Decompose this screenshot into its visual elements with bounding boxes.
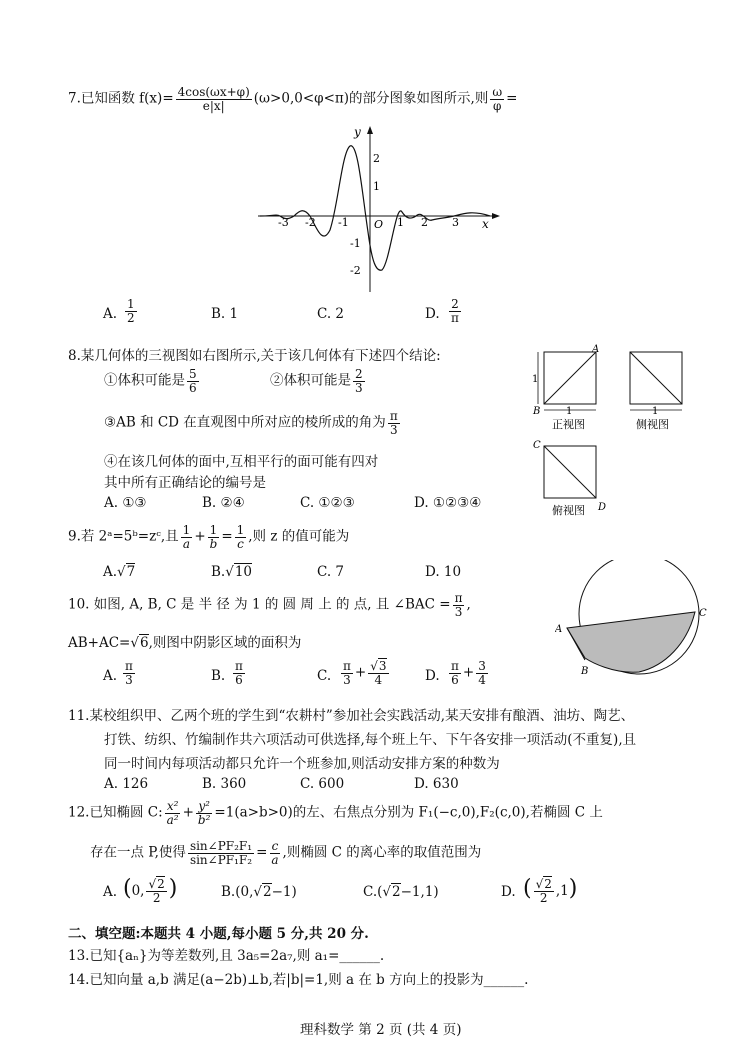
q11-line2: 打铁、纺织、竹编制作共六项活动可供选择,每个班上午、下午各安排一项活动(不重复),且 <box>104 732 637 748</box>
q8-s5: 其中所有正确结论的编号是 <box>104 475 266 491</box>
svg-text:O: O <box>374 218 384 231</box>
q11-line3: 同一时间内每项活动都只允许一个班参加,则活动安排方案的种数为 <box>104 756 500 772</box>
q12-line2: 存在一点 P,使得 $\frac{\text{sin∠PF₂F₁}}{\text{sin∠PF₁F₂}}$ = $\frac{c}{a}$ ,则椭圆 C 的离心率的取值范围为 <box>90 839 482 867</box>
svg-text:1: 1 <box>532 374 539 385</box>
svg-text:-2: -2 <box>350 264 361 277</box>
page-footer: 理科数学 第 2 页 (共 4 页) <box>300 1022 462 1038</box>
q8-three-views <box>528 342 728 522</box>
svg-text:x: x <box>482 217 489 231</box>
svg-text:y: y <box>354 125 361 139</box>
svg-text:B: B <box>533 406 541 417</box>
q13: 13.已知{aₙ}为等差数列,且 3a₅=2a₇,则 a₁=______. <box>68 948 385 964</box>
q11-line1: 11.某校组织甲、乙两个班的学生到“农耕村”参加社会实践活动,某天安排有酿酒、油坊、陶艺、 <box>68 708 635 724</box>
svg-text:B: B <box>581 666 589 677</box>
svg-text:1: 1 <box>397 216 404 229</box>
q8-stem: 8.某几何体的三视图如右图所示,关于该几何体有下述四个结论: <box>68 348 441 364</box>
svg-text:正视图: 正视图 <box>552 418 585 431</box>
q10-line2: AB+AC=√6,则图中阴影区域的面积为 <box>68 635 302 651</box>
svg-text:C: C <box>533 440 541 451</box>
svg-text:-3: -3 <box>278 216 289 229</box>
q14: 14.已知向量 a,b 满足(a−2b)⊥b,若|b|=1,则 a 在 b 方向上的投影为______. <box>68 972 529 988</box>
svg-text:-2: -2 <box>305 216 316 229</box>
q8-s3: ③AB 和 CD 在直观图中所对应的棱所成的角为 $\frac{\pi}{3}$ <box>104 409 398 437</box>
q8-s2: ②体积可能是 $\frac{2}{3}$ <box>270 367 363 395</box>
q10-circle-figure <box>555 560 715 680</box>
svg-text:3: 3 <box>452 216 459 229</box>
q9-stem: 9.若 2ᵃ=5ᵇ=zᶜ,且 $\frac{1}{a}$ + $\frac{1}{b}$ = $\frac{1}{c}$ ,则 z 的值可能为 <box>68 523 350 551</box>
svg-text:D: D <box>598 502 607 513</box>
q8-s1: ①体积可能是 $\frac{5}{6}$ <box>104 367 197 395</box>
svg-text:1: 1 <box>566 406 573 417</box>
svg-text:1: 1 <box>652 406 659 417</box>
svg-text:-1: -1 <box>350 237 361 250</box>
q12-line1: 12.已知椭圆 C: $\frac{\text{x²}}{\text{a²}}$ + $\frac{\text{y²}}{\text{b²}}$ =1(a>b>0)的左、右焦点分别为 F₁(−c,0),F₂(c,0),若椭圆 C 上 <box>68 799 603 827</box>
svg-text:侧视图: 侧视图 <box>636 418 669 431</box>
q7-graph <box>250 122 510 297</box>
svg-text:A: A <box>592 344 600 355</box>
svg-text:2: 2 <box>373 152 380 165</box>
svg-text:A: A <box>555 624 563 635</box>
section-2-heading: 二、填空题:本题共 4 小题,每小题 5 分,共 20 分. <box>68 926 369 942</box>
q10-line1: 10. 如图, A, B, C 是 半 径 为 1 的 圆 周 上 的 点, 且 ∠BAC = $\frac{\pi}{3}$ , <box>68 591 471 619</box>
svg-text:2: 2 <box>421 216 428 229</box>
q7-stem: 7.已知函数 f(x)= $\frac{4\cos(\omega x+\varphi)}{e|x|}$ (ω>0,0<φ<π)的部分图象如图所示,则 $\frac{\omega}{\varphi}$ = <box>68 85 518 113</box>
svg-text:C: C <box>699 608 707 619</box>
svg-text:俯视图: 俯视图 <box>552 504 585 517</box>
svg-text:-1: -1 <box>338 216 349 229</box>
svg-text:1: 1 <box>373 180 380 193</box>
q8-s4: ④在该几何体的面中,互相平行的面可能有四对 <box>104 454 379 470</box>
